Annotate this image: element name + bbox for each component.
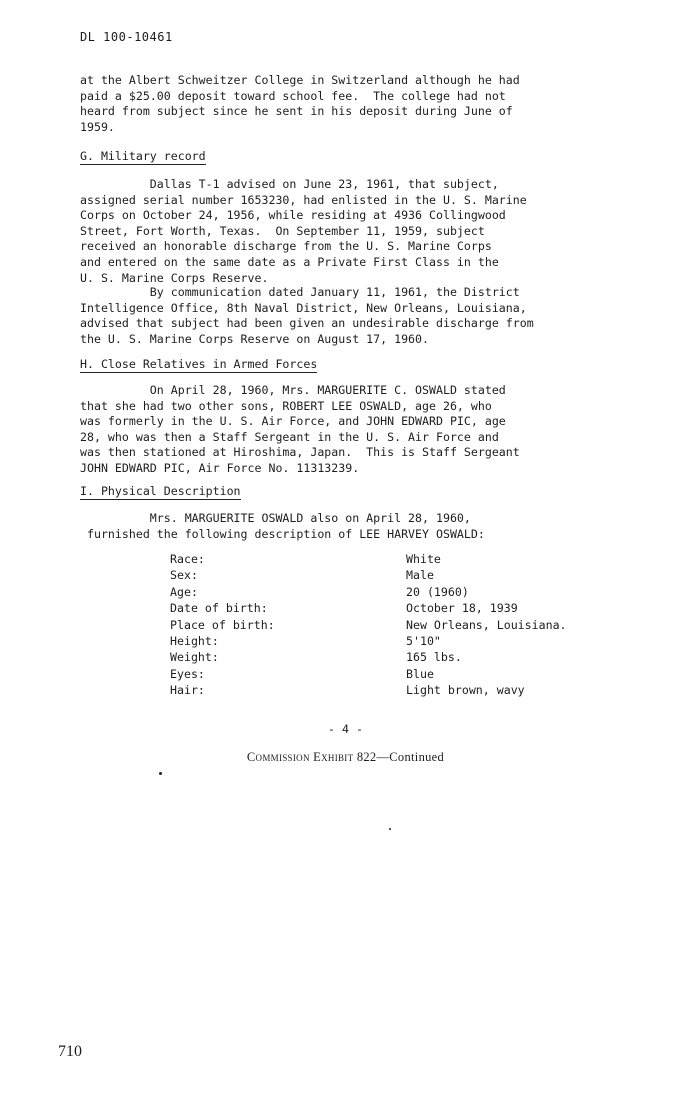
intro-paragraph (80, 73, 635, 135)
text-line: Street, Fort Worth, Texas. On September 11, 1959, subject (80, 223, 485, 238)
description-row (170, 683, 610, 699)
description-row (170, 552, 610, 568)
text-line: assigned serial number 1653230, had enlisted in the U. S. Marine (80, 192, 527, 207)
section-g-heading: G. Military record (80, 149, 206, 163)
description-label: Hair: (170, 683, 205, 698)
description-value: 5'10" (406, 633, 441, 648)
section-i-heading: I. Physical Description (80, 484, 241, 498)
text-line: Mrs. MARGUERITE OSWALD also on April 28, 1960, (80, 511, 471, 525)
text-line: 1959. (80, 119, 115, 134)
section-g-paragraph-2 (80, 285, 635, 347)
description-row (170, 585, 610, 601)
exhibit-label: Commission Exhibit 822 (246, 750, 377, 764)
description-row (170, 634, 610, 650)
description-label: Height: (170, 633, 219, 648)
ink-speck (389, 828, 391, 830)
text-line: was formerly in the U. S. Air Force, and JOHN EDWARD PIC, age (80, 414, 506, 429)
description-label: Age: (170, 584, 198, 599)
text-line: was then stationed at Hiroshima, Japan. This is Staff Sergeant (80, 445, 520, 460)
description-label: Sex: (170, 568, 198, 583)
description-label: Race: (170, 552, 205, 566)
description-row (170, 568, 610, 584)
description-value: Blue (406, 666, 434, 681)
text-line: By communication dated January 11, 1961, the District (80, 285, 520, 299)
text-line: Intelligence Office, 8th Naval District, New Orleans, Louisiana, (80, 300, 527, 315)
description-row (170, 601, 610, 617)
description-value: October 18, 1939 (406, 601, 518, 616)
text-line: Dallas T-1 advised on June 23, 1961, that subject, (80, 177, 499, 191)
page-indicator: - 4 - (328, 722, 363, 736)
text-line: the U. S. Marine Corps Reserve on August 17, 1960. (80, 331, 430, 346)
text-line: JOHN EDWARD PIC, Air Force No. 11313239. (80, 460, 360, 475)
exhibit-caption (0, 750, 691, 765)
description-value: New Orleans, Louisiana. (406, 617, 567, 632)
description-row (170, 650, 610, 666)
text-line: at the Albert Schweitzer College in Switzerland although he had (80, 73, 520, 87)
text-line: On April 28, 1960, Mrs. MARGUERITE C. OSWALD stated (80, 383, 506, 397)
text-line: that she had two other sons, ROBERT LEE OSWALD, age 26, who (80, 398, 492, 413)
text-line: U. S. Marine Corps Reserve. (80, 270, 269, 285)
description-label: Date of birth: (170, 601, 268, 616)
section-i-paragraph (80, 511, 635, 542)
text-line: furnished the following description of LEE HARVEY OSWALD: (80, 526, 485, 541)
text-line: and entered on the same date as a Private First Class in the (80, 254, 499, 269)
physical-description-list (170, 552, 610, 700)
text-line: paid a $25.00 deposit toward school fee. The college had not (80, 88, 506, 103)
section-g-paragraph-1 (80, 177, 635, 286)
section-h-paragraph (80, 383, 635, 477)
text-line: Corps on October 24, 1956, while residing at 4936 Collingwood (80, 208, 506, 223)
section-h-heading: H. Close Relatives in Armed Forces (80, 357, 318, 371)
description-value: 165 lbs. (406, 650, 462, 665)
file-number: DL 100-10461 (80, 30, 173, 44)
description-label: Weight: (170, 650, 219, 665)
text-line: heard from subject since he sent in his deposit during June of (80, 104, 513, 119)
description-row (170, 618, 610, 634)
description-label: Place of birth: (170, 617, 275, 632)
text-line: 28, who was then a Staff Sergeant in the U. S. Air Force and (80, 429, 499, 444)
exhibit-suffix: —Continued (376, 750, 445, 764)
description-value: 20 (1960) (406, 584, 469, 599)
ink-speck (159, 772, 162, 775)
text-line: received an honorable discharge from the U. S. Marine Corps (80, 239, 492, 254)
description-value: Male (406, 568, 434, 583)
description-value: Light brown, wavy (406, 683, 525, 698)
description-row (170, 667, 610, 683)
text-line: advised that subject had been given an undesirable discharge from (80, 316, 534, 331)
volume-page-number: 710 (58, 1043, 82, 1060)
description-label: Eyes: (170, 666, 205, 681)
description-value: White (406, 552, 441, 566)
